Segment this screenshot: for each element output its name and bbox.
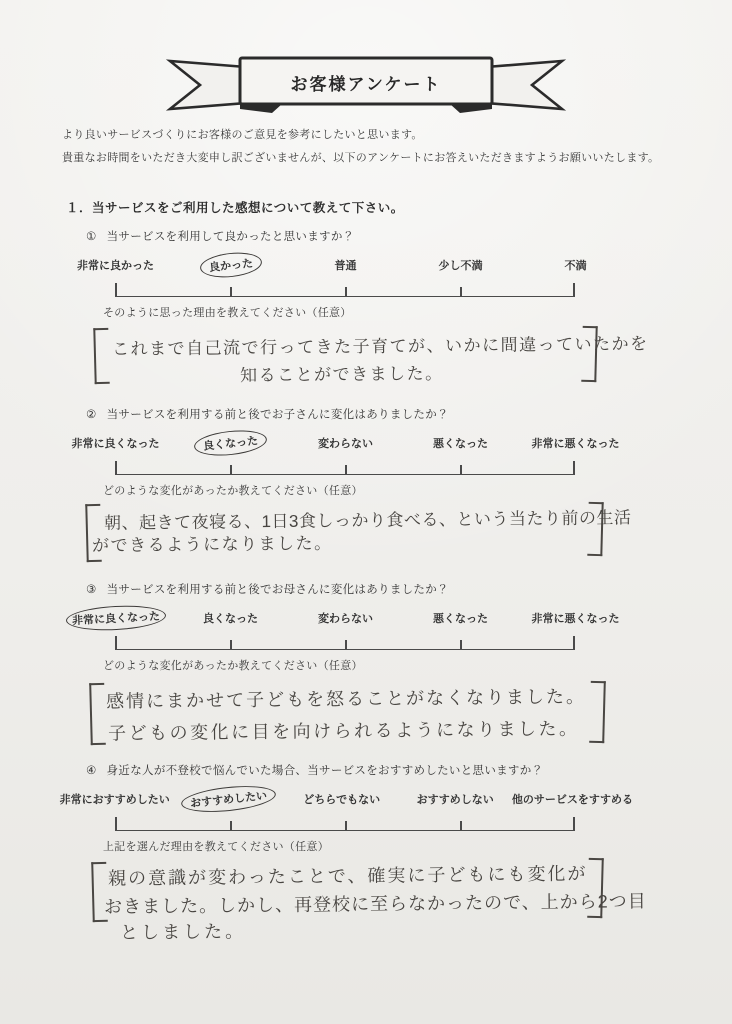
option-label: 悪くなった bbox=[433, 613, 488, 625]
scale-tick bbox=[345, 287, 347, 296]
option-label: 他のサービスをすすめる bbox=[511, 794, 633, 806]
option-label: 非常に悪くなった bbox=[531, 613, 620, 625]
ribbon-banner bbox=[160, 50, 572, 128]
question-3-prompt: どのような変化があったか教えてください（任意） bbox=[103, 660, 363, 672]
scale-tick bbox=[573, 283, 575, 296]
option-label: 良くなった bbox=[203, 613, 258, 625]
option-label: どちらでもない bbox=[303, 794, 381, 806]
question-4-title: ④ 身近な人が不登校で悩んでいた場合、当サービスをおすすめしたいと思いますか？ bbox=[86, 765, 544, 777]
rating-scale bbox=[115, 274, 575, 297]
scale-tick bbox=[115, 817, 117, 830]
scale-tick bbox=[460, 287, 462, 296]
answer-bracket-left bbox=[93, 328, 109, 384]
scale-tick bbox=[115, 283, 117, 296]
option-label: 普通 bbox=[334, 260, 357, 272]
question-1-number: ① bbox=[86, 231, 97, 243]
handwritten-line: ができるようになりました。 bbox=[91, 533, 333, 556]
scale-tick bbox=[345, 465, 347, 474]
option-label: おすすめしない bbox=[416, 794, 494, 806]
question-4-options bbox=[58, 788, 633, 810]
handwritten-line: 感情にまかせて子どもを怒ることがなくなりました。 bbox=[105, 686, 587, 712]
handwritten-line: 親の意識が変わったことで、確実に子どもにも変化が bbox=[107, 863, 588, 889]
answer-bracket-right bbox=[589, 681, 606, 743]
selected-option-circle: 良くなった bbox=[193, 427, 268, 458]
banner-title: お客様アンケート bbox=[290, 74, 442, 94]
intro-line-2: 貴重なお時間をいただき大変申し訳ございませんが、以下のアンケートにお答えいただきますようお願いいたします。 bbox=[62, 152, 660, 164]
handwritten-line: おきました。しかし、再登校に至らなかったので、上から2つ目 bbox=[103, 891, 647, 917]
option-label: 悪くなった bbox=[433, 438, 488, 450]
question-2 bbox=[0, 406, 732, 584]
option-label: 変わらない bbox=[318, 438, 373, 450]
handwritten-line: 知ることができました。 bbox=[239, 363, 444, 386]
scale-tick bbox=[460, 640, 462, 649]
option-label: 非常に良かった bbox=[77, 260, 154, 272]
selected-option-circle: おすすめしたい bbox=[180, 782, 277, 816]
scale-tick bbox=[230, 465, 232, 474]
question-4-number: ④ bbox=[86, 765, 97, 777]
question-1 bbox=[0, 228, 732, 406]
question-2-number: ② bbox=[86, 409, 97, 421]
question-3-title: ③ 当サービスを利用する前と後でお母さんに変化はありましたか？ bbox=[86, 584, 449, 596]
question-2-options bbox=[58, 432, 633, 454]
question-3-number: ③ bbox=[86, 584, 97, 596]
option-label: 非常におすすめしたい bbox=[59, 794, 170, 806]
question-3-options bbox=[58, 607, 633, 629]
scale-tick bbox=[230, 640, 232, 649]
rating-scale bbox=[115, 808, 575, 831]
question-4-prompt: 上記を選んだ理由を教えてください（任意） bbox=[103, 841, 329, 853]
option-label: 非常に良くなった bbox=[71, 438, 160, 450]
scale-tick bbox=[115, 461, 117, 474]
option-label: 少し不満 bbox=[438, 260, 483, 272]
handwritten-line: 子どもの変化に目を向けられるようになりました。 bbox=[107, 718, 580, 744]
selected-option-circle: 良かった bbox=[198, 250, 262, 280]
answer-bracket-left bbox=[89, 683, 106, 745]
question-2-prompt: どのような変化があったか教えてください（任意） bbox=[103, 485, 363, 497]
scale-tick bbox=[230, 821, 232, 830]
scale-tick bbox=[230, 287, 232, 296]
scale-tick bbox=[573, 817, 575, 830]
option-label: 非常に悪くなった bbox=[531, 438, 620, 450]
question-3 bbox=[0, 581, 732, 759]
option-label: 変わらない bbox=[318, 613, 373, 625]
question-1-prompt: そのように思った理由を教えてください（任意） bbox=[103, 307, 352, 319]
handwritten-line: としました。 bbox=[119, 921, 247, 943]
question-1-title: ① 当サービスを利用して良かったと思いますか？ bbox=[86, 231, 355, 243]
intro-line-1: より良いサービスづくりにお客様のご意見を参考にしたいと思います。 bbox=[62, 129, 423, 141]
question-1-options bbox=[58, 254, 633, 276]
scale-tick bbox=[573, 636, 575, 649]
scale-tick bbox=[460, 465, 462, 474]
scale-tick bbox=[345, 640, 347, 649]
scale-tick bbox=[460, 821, 462, 830]
scale-tick bbox=[115, 636, 117, 649]
scale-tick bbox=[573, 461, 575, 474]
question-2-title: ② 当サービスを利用する前と後でお子さんに変化はありましたか？ bbox=[86, 409, 449, 421]
handwritten-line: これまで自己流で行ってきた子育てが、いかに間違っていたかを bbox=[111, 334, 649, 359]
scale-tick bbox=[345, 821, 347, 830]
option-label: 不満 bbox=[564, 260, 587, 272]
section-1-heading: １．当サービスをご利用した感想について教えて下さい。 bbox=[66, 201, 404, 215]
rating-scale bbox=[115, 627, 575, 650]
selected-option-circle: 非常に良くなった bbox=[65, 603, 166, 632]
handwritten-line: 朝、起きて夜寝る、1日3食しっかり食べる、という当たり前の生活 bbox=[103, 508, 632, 533]
question-4 bbox=[0, 762, 732, 943]
rating-scale bbox=[115, 452, 575, 475]
